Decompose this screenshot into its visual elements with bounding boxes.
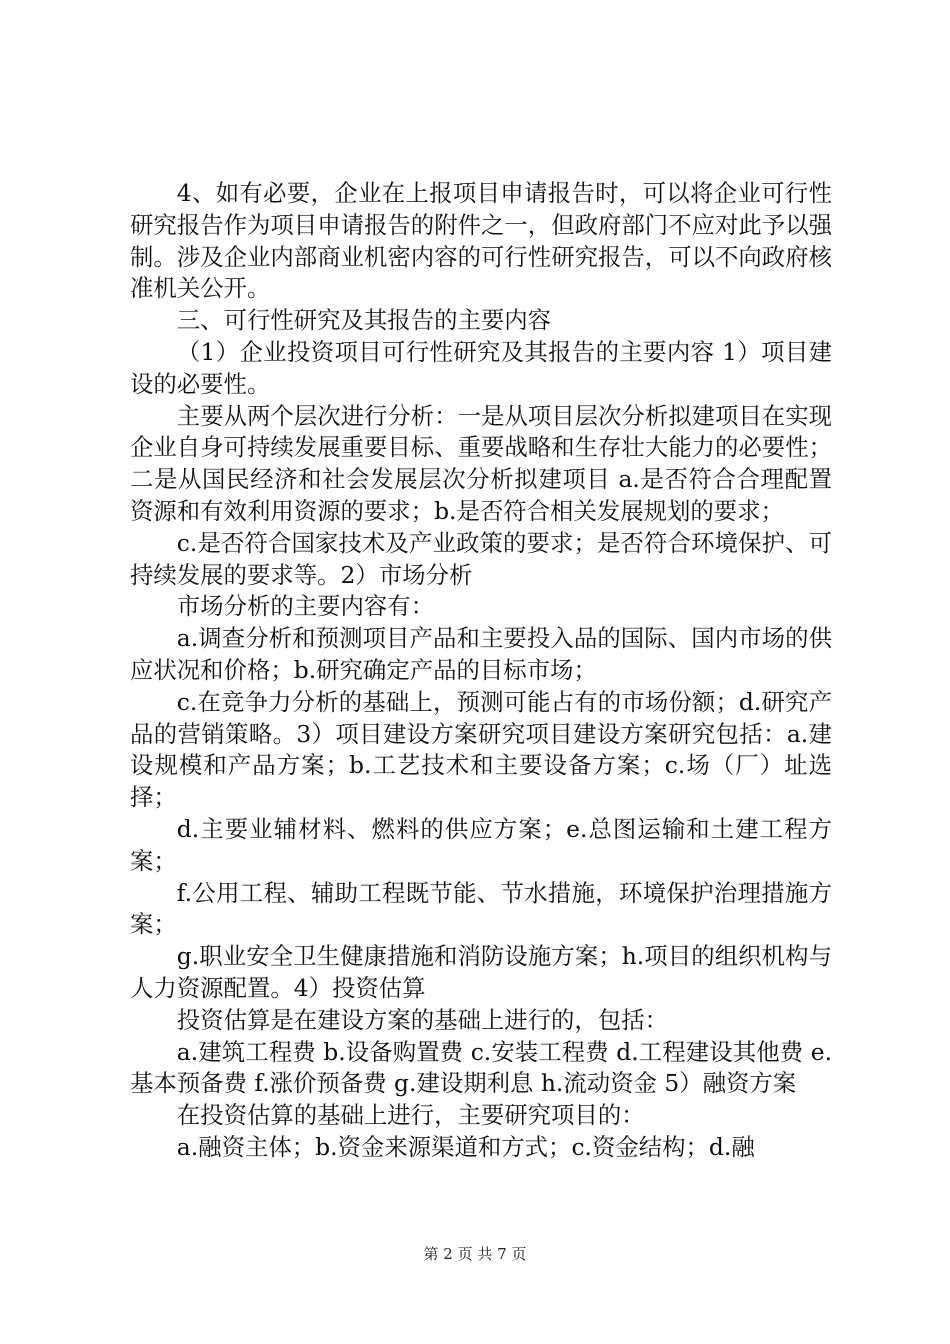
paragraph: 主要从两个层次进行分析：一是从项目层次分析拟建项目在实现企业自身可持续发展重要目标、重要战略和生存壮大能力的必要性；二是从国民经济和社会发展层次分析拟建项目 a.是否符合合理配置资源和有效利用资源的要求；b.是否符合相关发展规划的要求；: [130, 401, 832, 525]
paragraph: 在投资估算的基础上进行，主要研究项目的：: [176, 1101, 645, 1130]
paragraph: c.在竞争力分析的基础上，预测可能占有的市场份额；d.研究产品的营销策略。3）项目建设方案研究项目建设方案研究包括：a.建设规模和产品方案；b.工艺技术和主要设备方案；c.场（厂）址选择；: [130, 687, 832, 812]
paragraph: a.建筑工程费 b.设备购置费 c.安装工程费 d.工程建设其他费 e.基本预备费 f.涨价预备费 g.建设期利息 h.流动资金 5）融资方案: [130, 1037, 832, 1098]
paragraph: 投资估算是在建设方案的基础上进行的，包括：: [176, 1005, 668, 1034]
paragraph: d.主要业辅材料、燃料的供应方案；e.总图运输和土建工程方案；: [130, 814, 832, 875]
paragraph: a.调查分析和预测项目产品和主要投入品的国际、国内市场的供应状况和价格；b.研究确定产品的目标市场；: [130, 624, 832, 684]
paragraph: a.融资主体；b.资金来源渠道和方式；c.资金结构；d.融: [176, 1132, 755, 1161]
paragraph: g.职业安全卫生健康措施和消防设施方案；h.项目的组织机构与人力资源配置。4）投资估算: [130, 942, 832, 1002]
section-heading: 三、可行性研究及其报告的主要内容: [176, 306, 552, 335]
document-body: [130, 178, 832, 1164]
page-number-footer: 第 2 页 共 7 页: [423, 1245, 527, 1263]
paragraph: （1）企业投资项目可行性研究及其报告的主要内容 1）项目建设的必要性。: [130, 337, 832, 398]
paragraph: f.公用工程、辅助工程既节能、节水措施，环境保护治理措施方案；: [130, 878, 832, 939]
paragraph: c.是否符合国家技术及产业政策的要求；是否符合环境保护、可持续发展的要求等。2）市场分析: [130, 528, 832, 589]
paragraph: 4、如有必要，企业在上报项目申请报告时，可以将企业可行性研究报告作为项目申请报告的附件之一，但政府部门不应对此予以强制。涉及企业内部商业机密内容的可行性研究报告，可以不向政府核准机关公开。: [130, 179, 832, 303]
paragraph: 市场分析的主要内容有：: [176, 592, 435, 621]
